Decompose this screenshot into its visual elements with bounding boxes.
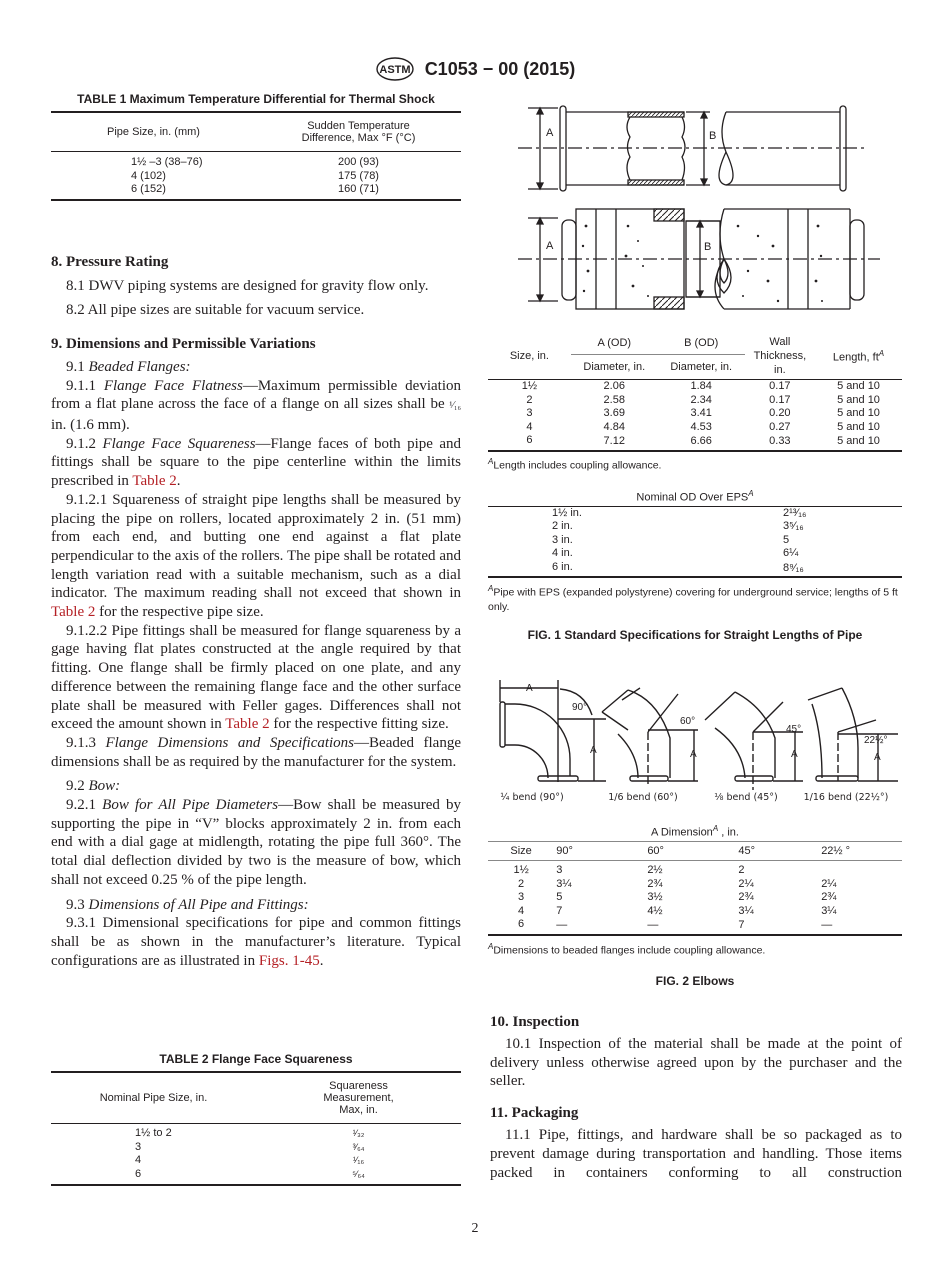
svg-text:¼ bend (90°): ¼ bend (90°) bbox=[500, 791, 564, 802]
header-line: Squareness bbox=[329, 1080, 388, 1092]
svg-text:1/16 bend (22½°): 1/16 bend (22½°) bbox=[803, 791, 889, 802]
table-2-link[interactable]: Table 2 bbox=[132, 473, 177, 490]
header-90: 90° bbox=[556, 845, 573, 858]
left-column bbox=[51, 92, 461, 1180]
section-10-heading: 10. Inspection bbox=[490, 1014, 580, 1030]
para-9-1-2: 9.1.2 Flange Face Squareness—Flange faces of both pipe and fittings shall be square to the pipe centerline within the limits prescribed in Table 2. bbox=[51, 435, 461, 490]
table-2-link[interactable]: Table 2 bbox=[225, 716, 270, 733]
table-row: 6 — — 7 — bbox=[518, 918, 833, 932]
fig-2-table bbox=[488, 822, 902, 936]
fig-2-caption: FIG. 2 Elbows bbox=[655, 974, 735, 989]
para-10-1: 10.1 Inspection of the material shall be made at the point of delivery unless otherwise agreed upon by the purchaser and the seller. bbox=[490, 1036, 902, 1090]
para-8-2: 8.2 All pipe sizes are suitable for vacuum service. bbox=[66, 302, 365, 319]
cell: ¹⁄₃₂ bbox=[352, 1128, 365, 1138]
svg-text:A: A bbox=[590, 744, 597, 756]
cell: 175 (78) bbox=[338, 169, 379, 182]
fig-1-pipe-footnote: $^A$Length includes coupling allowance. bbox=[488, 456, 662, 471]
para-9-1: 9.1 Beaded Flanges: bbox=[66, 358, 191, 375]
svg-text:A: A bbox=[791, 748, 798, 760]
table-row bbox=[51, 1127, 461, 1141]
header-b-od: B (OD) bbox=[658, 333, 745, 355]
figs-link[interactable]: Figs. 1-45 bbox=[258, 952, 320, 969]
table-2-header-squareness bbox=[256, 1072, 461, 1124]
table-2-link[interactable]: Table 2 bbox=[51, 604, 96, 621]
table-1-header-temp-diff bbox=[256, 112, 461, 152]
cell: 3 bbox=[135, 1140, 142, 1153]
cell: 6 (152) bbox=[131, 183, 166, 195]
svg-text:22½°: 22½° bbox=[864, 734, 888, 746]
fig-1-pipe-table bbox=[488, 333, 902, 452]
cell: 1½ –3 (38–76) bbox=[131, 156, 203, 168]
table-row: 4 7 4½ 3¼ 3¼ bbox=[518, 904, 837, 917]
cell: 1½ to 2 bbox=[135, 1127, 172, 1139]
cell: ⁵⁄₆₄ bbox=[352, 1168, 365, 1179]
svg-text:A: A bbox=[526, 682, 533, 694]
table-row: 1½ 2.06 1.84 0.17 5 and 10 bbox=[521, 380, 880, 392]
table-row bbox=[51, 1154, 461, 1168]
table-row: 3 in. 5 bbox=[552, 533, 790, 546]
section-11-heading: 11. Packaging bbox=[490, 1105, 579, 1122]
fig-1-caption: FIG. 1 Standard Specifications for Straight Lengths of Pipe bbox=[527, 627, 863, 642]
fig-2-elbows-drawing bbox=[488, 672, 902, 802]
table-row: 3 3.69 3.41 0.20 5 and 10 bbox=[526, 407, 880, 419]
para-9-1-2-1: 9.1.2.1 Squareness of straight pipe lengths shall be measured by placing the pipe on rollers, located approximately 2 in. (51 mm) from each end, and butting one end against a flat plate perpendicular to the axis of the rollers. The pipe shall be rotated and length variation read with a suitable mechanism, such as a dial indicator. The maximum reading shall not exceed that shown in Table 2 for the respective pipe size. bbox=[51, 491, 461, 621]
svg-text:A: A bbox=[546, 240, 554, 252]
header-size: Size bbox=[510, 845, 532, 858]
table-row: 4 in. 6¼ bbox=[552, 547, 799, 560]
table-row bbox=[51, 1168, 461, 1186]
table-row: 6 in. 8⁹⁄₁₆ bbox=[552, 560, 804, 574]
para-9-1-3: 9.1.3 Flange Dimensions and Specifications—Beaded flange dimensions shall be as required by the manufacturer for the system. bbox=[51, 734, 461, 770]
svg-text:A: A bbox=[690, 748, 697, 760]
section-9-heading: 9. Dimensions and Permissible Variations bbox=[51, 335, 316, 352]
para-9-2: 9.2 Bow: bbox=[66, 778, 121, 795]
cell: ³⁄₆₄ bbox=[352, 1141, 365, 1152]
table-row: 1½ in. 2¹³⁄₁₆ bbox=[552, 506, 807, 519]
svg-text:ASTM: ASTM bbox=[379, 64, 411, 76]
svg-text:B: B bbox=[709, 130, 717, 142]
cell: ¹⁄₁₆ bbox=[352, 1155, 365, 1165]
svg-text:90°: 90° bbox=[572, 701, 588, 713]
para-9-1-2-2: 9.1.2.2 Pipe fittings shall be measured for flange squareness by a gage having flat plates constructed at the angle required by that fitting. One flange shall be firmly placed on one plate, and any difference between the remaining flange face and the other surface plate shall be measured with Feller gages. Differences shall not exceed the amount shown in Table 2 for the respective fitting size. bbox=[51, 622, 461, 733]
svg-text:⅛ bend (45°): ⅛ bend (45°) bbox=[714, 791, 778, 802]
svg-text:45°: 45° bbox=[786, 723, 802, 735]
table-1-caption: TABLE 1 Maximum Temperature Differential for Thermal Shock bbox=[77, 92, 435, 106]
svg-text:1/6 bend (60°): 1/6 bend (60°) bbox=[608, 791, 678, 802]
header-line: Sudden Temperature bbox=[307, 120, 410, 132]
table-row: 1½ 3 2½ 2 bbox=[513, 864, 745, 877]
table-2-caption: TABLE 2 Flange Face Squareness bbox=[159, 1052, 353, 1066]
page-header bbox=[0, 56, 950, 82]
para-9-2-1: 9.2.1 Bow for All Pipe Diameters—Bow shall be measured by supporting the pipe in “V” blocks approximately 2 in. from each end with a dial gage at midlength, rotating the pipe full 360°. The total dial deflection divided by two is the measure of bow, which shall not exceed 0.25 % of the pipe length. bbox=[51, 797, 461, 888]
cell: 200 (93) bbox=[338, 156, 379, 168]
svg-text:60°: 60° bbox=[680, 715, 696, 727]
table-row: 2 3¼ 2¾ 2¼ 2¼ bbox=[518, 877, 837, 890]
fig-2-footnote: $^A$Dimensions to beaded flanges include coupling allowance. bbox=[488, 941, 766, 957]
header-45: 45° bbox=[738, 845, 756, 858]
table-row bbox=[51, 1141, 461, 1155]
header-22-5: 22½ ° bbox=[821, 845, 851, 858]
fig-1-pipe-drawing bbox=[488, 96, 902, 321]
svg-text:B: B bbox=[704, 241, 712, 253]
document-designation: C1053 − 00 (2015) bbox=[424, 58, 576, 79]
table-row bbox=[51, 170, 461, 184]
section-8-heading: 8. Pressure Rating bbox=[51, 253, 169, 270]
cell: 4 bbox=[135, 1154, 142, 1166]
eps-header: Nominal OD Over $EPS^A$ bbox=[636, 489, 754, 504]
para-9-3: 9.3 Dimensions of All Pipe and Fittings: bbox=[66, 896, 309, 913]
table-2-header-size: Nominal Pipe Size, in. bbox=[99, 1092, 208, 1104]
table-1 bbox=[51, 92, 461, 201]
header-line: Measurement, bbox=[323, 1092, 394, 1104]
para-11-1: 11.1 Pipe, fittings, and hardware shall be so packaged as to prevent damage during transportation and handling. Those items packed in containers conforming to all construction bbox=[490, 1127, 902, 1181]
table-row: 6 7.12 6.66 0.33 5 and 10 bbox=[526, 434, 880, 447]
header-line: Difference, Max °F (°C) bbox=[301, 132, 416, 144]
table-row: 2 2.58 2.34 0.17 5 and 10 bbox=[526, 393, 880, 406]
cell: 160 (71) bbox=[338, 183, 379, 195]
header-b-sub: Diameter, in. bbox=[670, 361, 733, 374]
table-2 bbox=[51, 1052, 461, 1186]
table-1-header-pipe-size: Pipe Size, in. (mm) bbox=[107, 126, 200, 138]
table-row: 3 5 3½ 2¾ 2¾ bbox=[518, 891, 837, 904]
cell: 4 (102) bbox=[131, 169, 166, 182]
header-size: Size, in. bbox=[509, 350, 549, 362]
header-line: Max, in. bbox=[339, 1104, 378, 1116]
svg-text:A: A bbox=[874, 751, 881, 763]
header-a-od: A (OD) bbox=[571, 333, 658, 355]
right-column bbox=[488, 96, 902, 1181]
page-number: 2 bbox=[471, 1221, 479, 1236]
header-length: Length, $ft^A$ bbox=[832, 348, 885, 364]
header-60: 60° bbox=[647, 845, 664, 858]
para-8-1: 8.1 DWV piping systems are designed for gravity flow only. bbox=[66, 277, 429, 294]
fig-1-eps-table bbox=[488, 487, 902, 578]
para-9-1-1: 9.1.1 Flange Face Flatness—Maximum permissible deviation from a flat plane across the face of a flange on all sizes shall be ¹⁄₁₆ in. (1.6 mm). bbox=[51, 377, 461, 434]
header-wall: Wall Thickness, in. bbox=[753, 336, 807, 376]
svg-text:A: A bbox=[546, 127, 554, 139]
table-row bbox=[51, 183, 461, 200]
astm-logo-icon bbox=[375, 56, 415, 82]
a-dimension-title: A Dimension$^A$ , in. bbox=[651, 823, 739, 839]
table-row: 4 4.84 4.53 0.27 5 and 10 bbox=[526, 420, 880, 433]
table-row: 2 in. 3⁵⁄₁₆ bbox=[552, 520, 804, 533]
table-row bbox=[51, 156, 461, 170]
header-a-sub: Diameter, in. bbox=[583, 361, 646, 374]
para-9-3-1: 9.3.1 Dimensional specifications for pipe and common fittings shall be as shown in the manufacturer’s literature. Typical configurations are as illustrated in Figs. 1-45. bbox=[51, 915, 461, 969]
fig-1-eps-footnote: $^A$Pipe with EPS (expanded polystyrene) covering for underground service; lengths of 5 ft only. bbox=[488, 584, 898, 613]
cell: 6 bbox=[135, 1167, 142, 1180]
